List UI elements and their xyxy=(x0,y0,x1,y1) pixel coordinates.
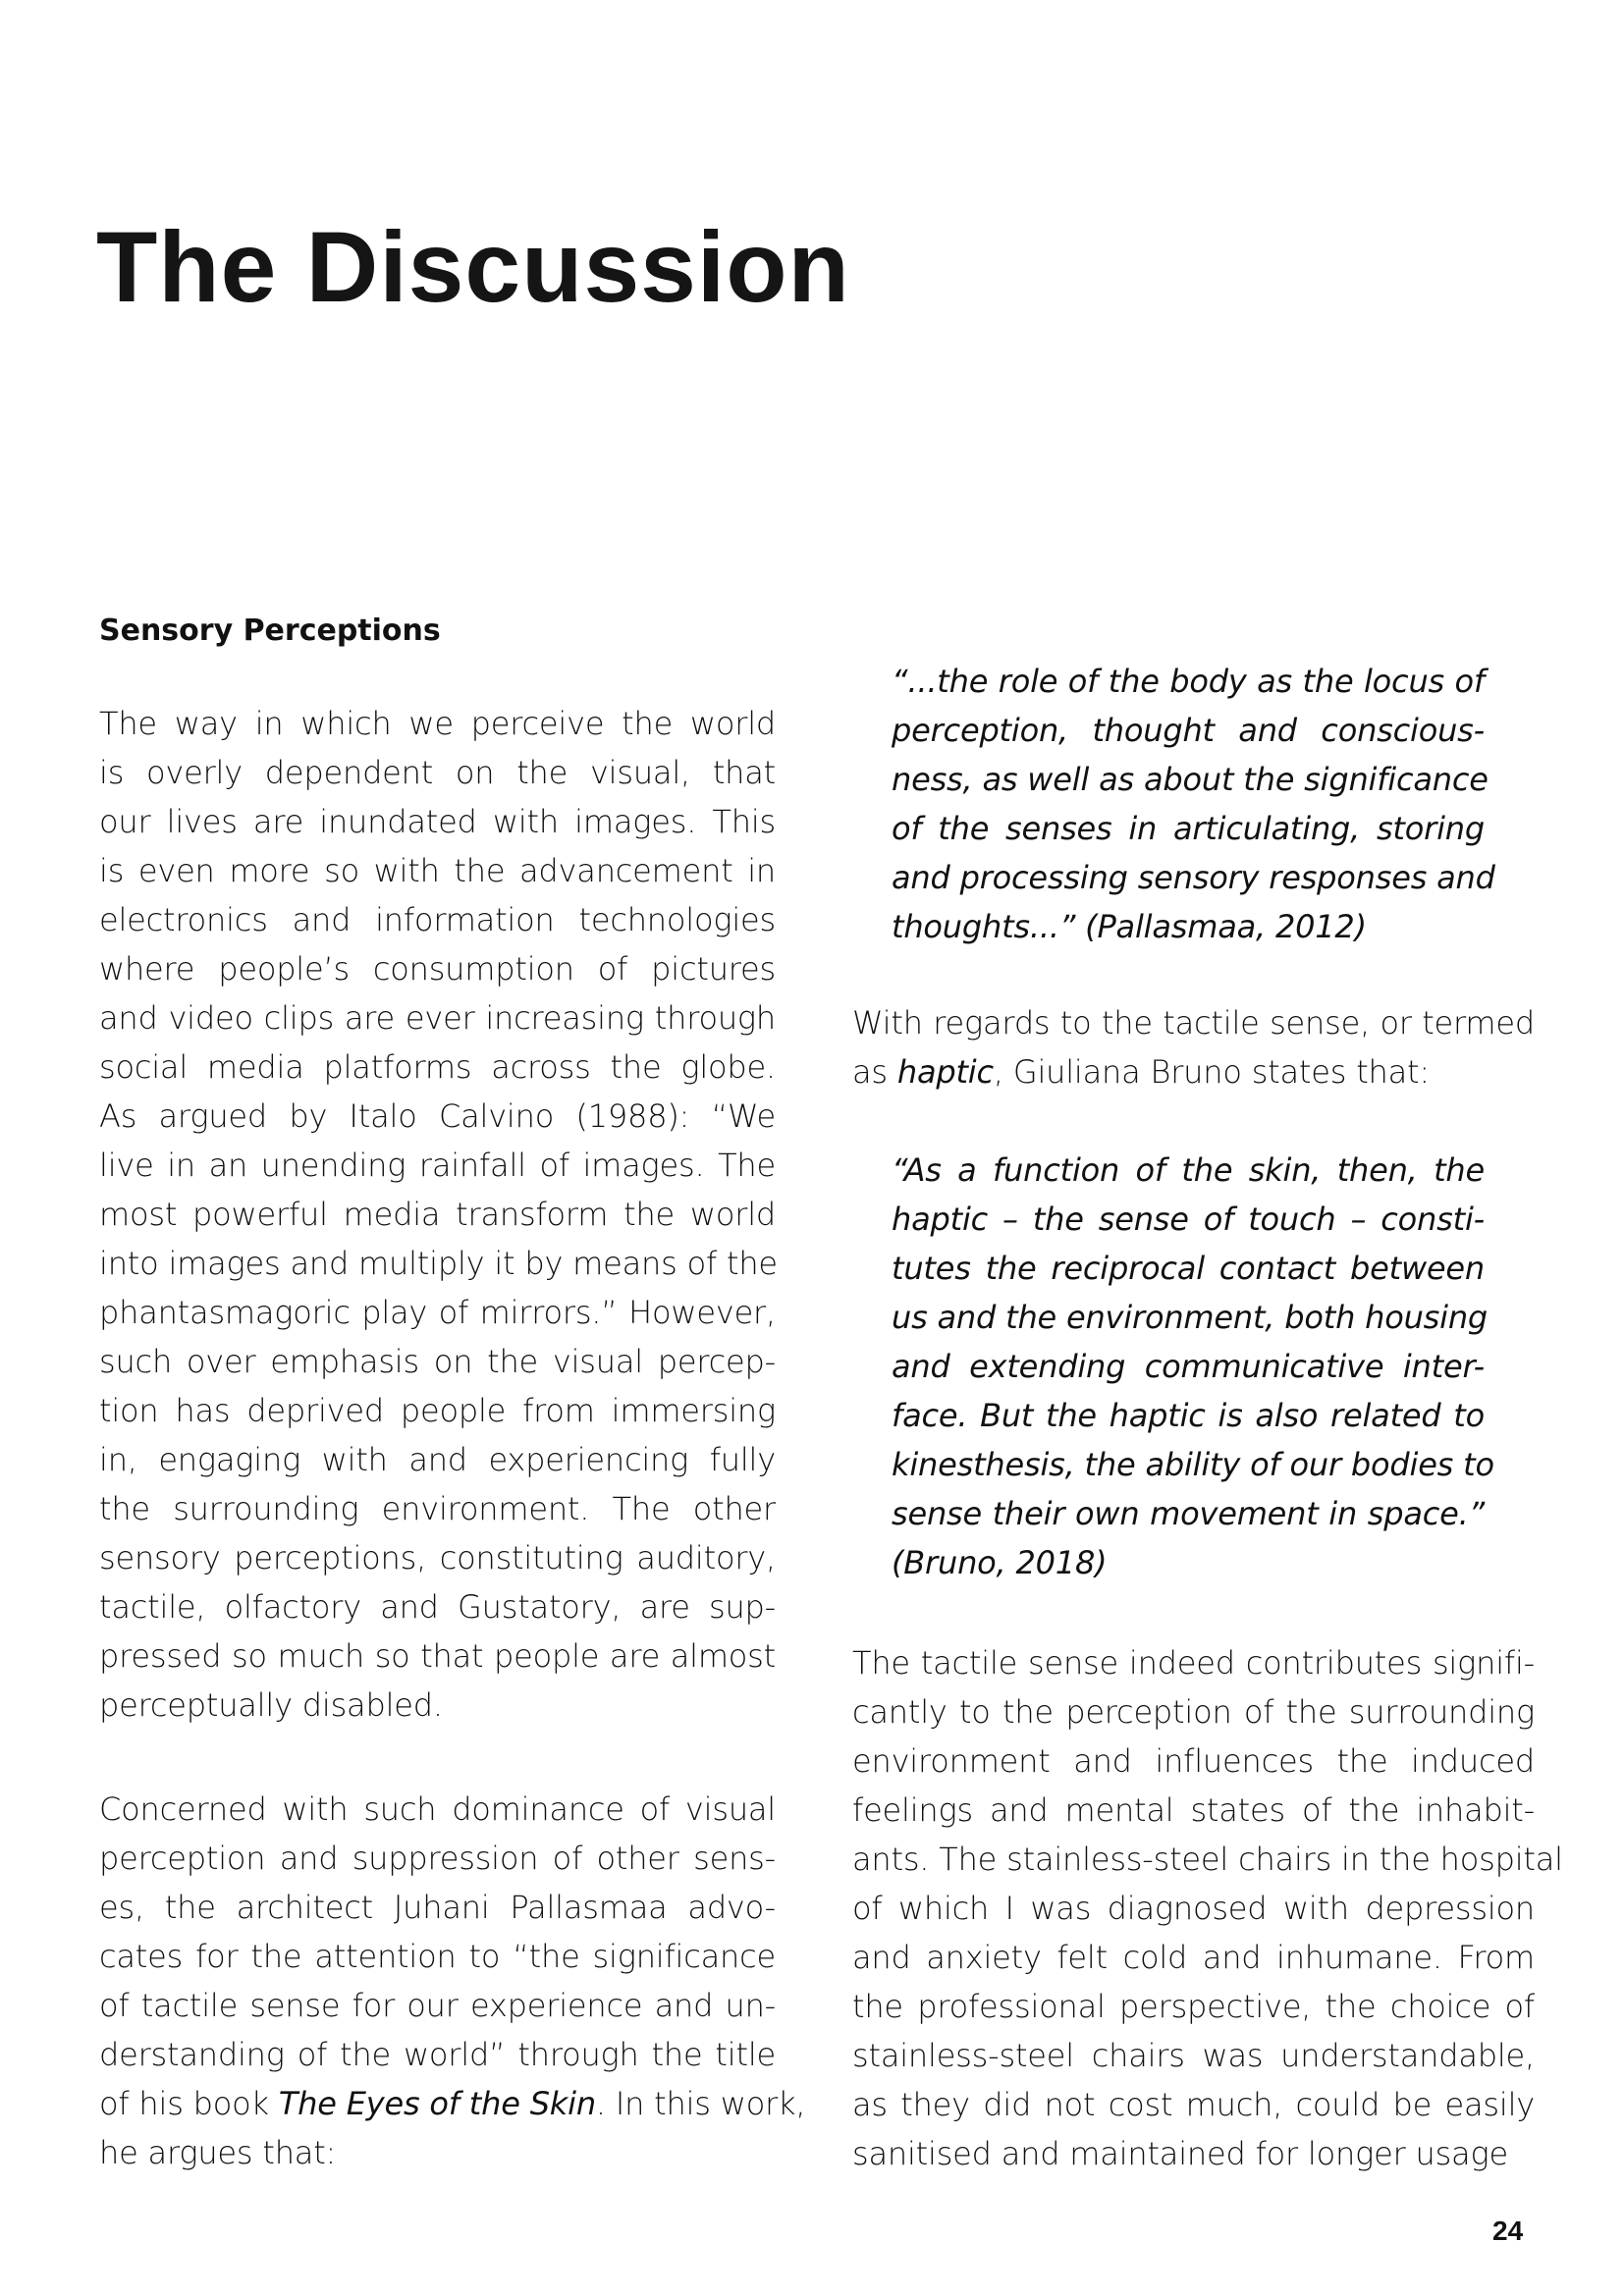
text-line: is overly dependent on the visual, that xyxy=(99,754,776,791)
section-heading: Sensory Perceptions xyxy=(99,614,441,648)
text-line: perceptually disabled. xyxy=(99,1686,443,1724)
text-line: “...the role of the body as the locus of xyxy=(892,663,1485,700)
left-paragraph-2 xyxy=(99,1785,806,2177)
text-line: and video clips are ever increasing through xyxy=(99,999,776,1037)
text-line: tion has deprived people from immersing xyxy=(99,1392,776,1429)
text-line: cates for the attention to “the significance xyxy=(99,1938,776,1975)
text-line: he argues that: xyxy=(99,2134,337,2171)
text-line: electronics and information technologies xyxy=(99,901,776,938)
left-paragraph-1 xyxy=(99,699,776,1730)
text-line: Concerned with such dominance of visual xyxy=(99,1790,776,1828)
text-line: sense their own movement in space.” xyxy=(892,1495,1485,1532)
text-line: es, the architect Juhani Pallasmaa advo- xyxy=(99,1889,776,1926)
text-line: of his book The Eyes of the Skin. In this work, xyxy=(99,2085,806,2122)
text-line: sensory perceptions, constituting auditory, xyxy=(99,1539,776,1576)
bruno-quote xyxy=(892,1146,1494,1587)
text-line: (Bruno, 2018) xyxy=(892,1544,1108,1581)
text-line: of the senses in articulating, storing xyxy=(892,810,1485,847)
pallasmaa-quote xyxy=(892,657,1495,951)
text-line: The tactile sense indeed contributes signifi- xyxy=(852,1644,1535,1682)
text-line: social media platforms across the globe. xyxy=(99,1048,776,1086)
text-line: perception, thought and conscious- xyxy=(892,712,1485,749)
text-line: live in an unending rainfall of images. The xyxy=(99,1147,776,1184)
text-line: sanitised and maintained for longer usage xyxy=(852,2135,1508,2172)
text-line: With regards to the tactile sense, or termed xyxy=(852,1004,1535,1041)
text-line: in, engaging with and experiencing fully xyxy=(99,1441,776,1478)
text-line: phantasmagoric play of mirrors.” However, xyxy=(99,1294,776,1331)
text-line: where people’s consumption of pictures xyxy=(99,950,776,988)
text-line: perception and suppression of other sens- xyxy=(99,1840,776,1877)
text-line: as haptic, Giuliana Bruno states that: xyxy=(852,1053,1430,1091)
text-line: “As a function of the skin, then, the xyxy=(892,1151,1485,1189)
text-line: haptic – the sense of touch – consti- xyxy=(892,1201,1485,1238)
text-line: and extending communicative inter- xyxy=(892,1348,1485,1385)
text-line: and processing sensory responses and xyxy=(892,859,1495,896)
text-line: the surrounding environment. The other xyxy=(99,1490,776,1527)
text-line: environment and influences the induced xyxy=(852,1742,1535,1780)
right-paragraph-2 xyxy=(852,1638,1563,2178)
text-line: our lives are inundated with images. This xyxy=(99,803,776,840)
text-line: of which I was diagnosed with depression xyxy=(852,1890,1535,1927)
text-line: derstanding of the world” through the title xyxy=(99,2036,776,2073)
text-line: the professional perspective, the choice of xyxy=(852,1988,1535,2025)
text-line: As argued by Italo Calvino (1988): “We xyxy=(99,1097,776,1135)
text-line: into images and multiply it by means of the xyxy=(99,1245,778,1282)
text-line: us and the environment, both housing xyxy=(892,1299,1489,1336)
text-line: The way in which we perceive the world xyxy=(99,705,776,742)
page-number: 24 xyxy=(1492,2216,1524,2246)
text-line: is even more so with the advancement in xyxy=(99,852,776,889)
italic-phrase: The Eyes of the Skin xyxy=(278,2085,596,2122)
text-line: tactile, olfactory and Gustatory, are sup- xyxy=(99,1588,776,1626)
text-line: of tactile sense for our experience and un- xyxy=(99,1987,776,2024)
text-line: feelings and mental states of the inhabit- xyxy=(852,1791,1535,1829)
text-line: tutes the reciprocal contact between xyxy=(892,1250,1485,1287)
text-line: face. But the haptic is also related to xyxy=(892,1397,1485,1434)
text-line: ants. The stainless-steel chairs in the hospital xyxy=(852,1841,1563,1878)
text-line: ness, as well as about the significance xyxy=(892,761,1489,798)
text-line: kinesthesis, the ability of our bodies to xyxy=(892,1446,1494,1483)
right-paragraph-1 xyxy=(852,998,1535,1096)
text-line: pressed so much so that people are almost xyxy=(99,1637,776,1675)
text-line: such over emphasis on the visual percep- xyxy=(99,1343,776,1380)
text-line: stainless-steel chairs was understandable, xyxy=(852,2037,1535,2074)
text-line: cantly to the perception of the surrounding xyxy=(852,1693,1535,1731)
text-line: and anxiety felt cold and inhumane. From xyxy=(852,1939,1535,1976)
text-line: as they did not cost much, could be easily xyxy=(852,2086,1535,2123)
text-line: most powerful media transform the world xyxy=(99,1196,776,1233)
italic-phrase: haptic xyxy=(896,1053,994,1091)
page-title: The Discussion xyxy=(96,211,850,323)
text-line: thoughts...” (Pallasmaa, 2012) xyxy=(892,908,1367,945)
